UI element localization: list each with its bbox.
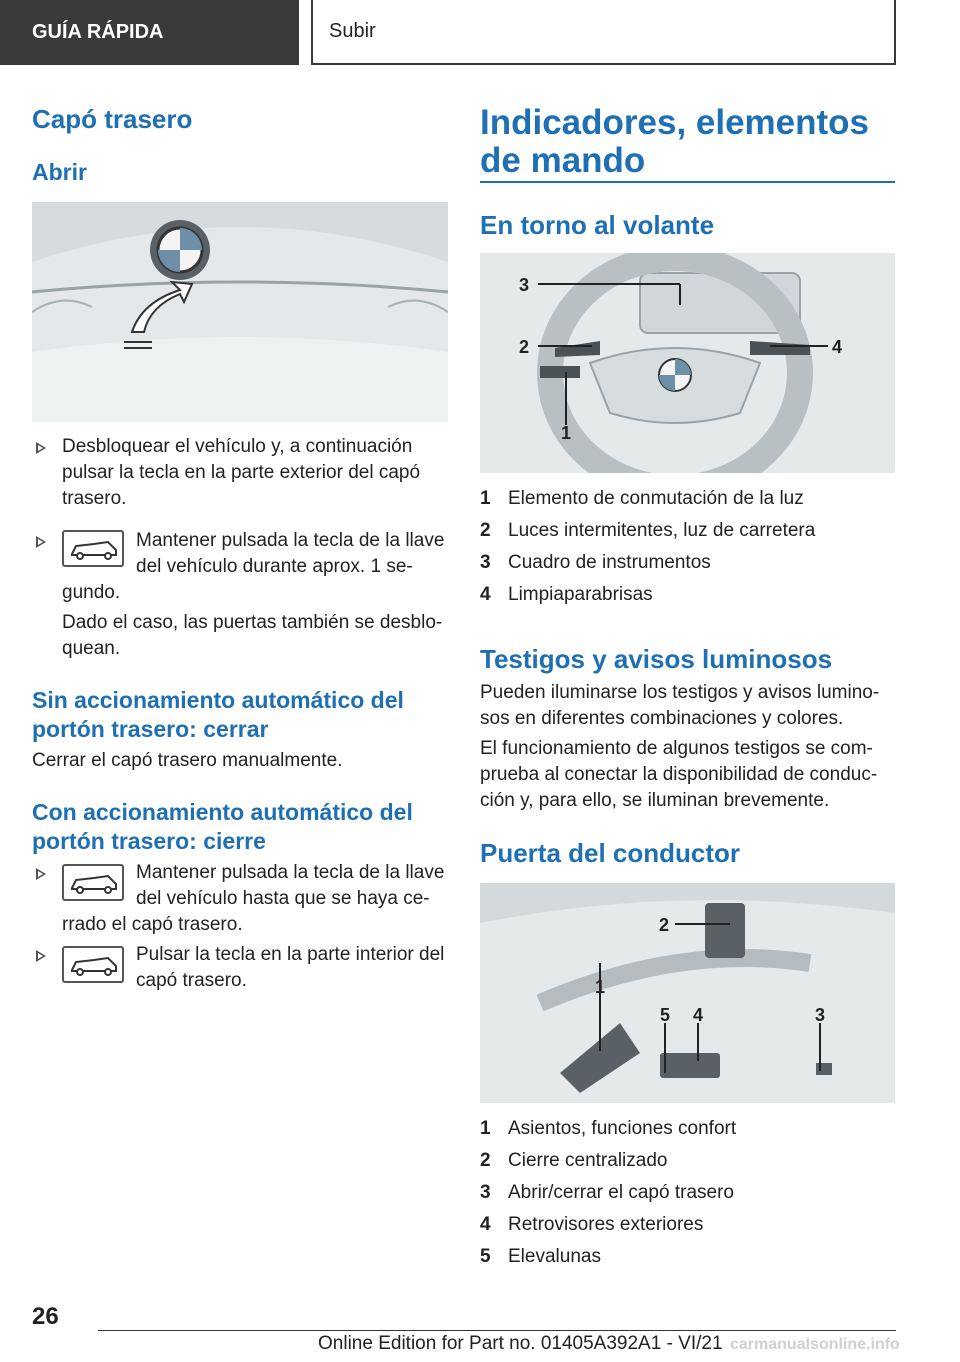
auto-step-2: Pulsar la tecla en la parte interior del capó trasero. <box>136 944 445 991</box>
car-key-trunk-icon <box>62 864 124 901</box>
car-trunk-icon <box>64 532 122 565</box>
breadcrumb[interactable] <box>311 0 896 65</box>
subsection-title-driver-door: Puerta del conductor <box>480 838 741 868</box>
legend-text: Elemento de conmutación de la luz <box>508 488 804 509</box>
subsection-title-wheel: En torno al volante <box>480 210 715 240</box>
auto-title: Con accionamiento automático del portón trasero: cierre <box>32 799 413 854</box>
section-title-controls: Indicadores, elementos de mando <box>480 103 870 180</box>
wheel-callout-2: 2 <box>518 337 530 357</box>
driver-door-drawing <box>480 883 895 1103</box>
legend-item <box>480 1244 601 1270</box>
wheel-callout-4: 4 <box>831 337 843 357</box>
open-step-1: Desbloquear el vehículo y, a continuación pulsar la tecla en la parte exterior del capó trasero. <box>62 436 421 509</box>
legend-text: Luces intermitentes, luz de carretera <box>508 520 816 541</box>
legend-item <box>480 1180 734 1206</box>
legend-item <box>480 582 653 608</box>
section-title-rear-hatch: Capó trasero <box>32 104 193 134</box>
legend-text: Limpiaparabrisas <box>508 584 653 605</box>
page-number: 26 <box>32 1303 59 1330</box>
no-auto-title: Sin accionamiento automático del portón trasero: cerrar <box>32 687 404 742</box>
car-trunk-button-icon <box>62 946 124 983</box>
section-label: GUÍA RÁPIDA <box>32 21 164 43</box>
legend-text: Cuadro de instrumentos <box>508 552 711 573</box>
door-callout-1: 1 <box>594 977 606 997</box>
bullet-triangle-icon <box>36 868 46 880</box>
legend-item <box>480 1148 667 1174</box>
legend-item <box>480 1116 736 1142</box>
car-key-trunk-icon <box>62 530 124 567</box>
car-trunk-icon <box>64 866 122 899</box>
auto-step-1a: Mantener pulsada la tecla de la llave del vehículo hasta que se haya ce- <box>136 862 445 909</box>
legend-text: Elevalunas <box>508 1246 601 1267</box>
legend-number: 1 <box>480 1118 491 1139</box>
watermark: carmanualsonline.info <box>730 1336 900 1353</box>
legend-text: Cierre centralizado <box>508 1150 668 1171</box>
wheel-callout-1: 1 <box>560 423 572 443</box>
legend-number: 2 <box>480 1150 491 1171</box>
title-rule <box>480 181 895 183</box>
subsection-title-warnings: Testigos y avisos luminosos <box>480 644 833 674</box>
steering-wheel-illustration <box>480 253 895 473</box>
legend-item <box>480 1212 703 1238</box>
trunk-drawing <box>32 202 448 422</box>
legend-number: 3 <box>480 552 491 573</box>
legend-number: 3 <box>480 1182 491 1203</box>
legend-number: 4 <box>480 584 491 605</box>
legend-item <box>480 518 815 544</box>
warnings-paragraph-1: Pueden iluminarse los testigos y avisos lumino-sos en diferentes combinaciones y colores. <box>480 682 880 729</box>
legend-number: 1 <box>480 488 491 509</box>
steering-wheel-drawing <box>480 253 895 473</box>
no-auto-text: Cerrar el capó trasero manualmente. <box>32 750 343 771</box>
bullet-triangle-icon <box>36 536 46 548</box>
section-tab <box>0 0 299 65</box>
trunk-illustration <box>32 202 448 422</box>
door-callout-4: 4 <box>692 1005 704 1025</box>
wheel-callout-3: 3 <box>518 275 530 295</box>
legend-text: Asientos, funciones confort <box>508 1118 737 1139</box>
bullet-triangle-icon <box>36 442 46 454</box>
legend-number: 2 <box>480 520 491 541</box>
breadcrumb-label: Subir <box>329 20 376 42</box>
bullet-triangle-icon <box>36 950 46 962</box>
legend-item <box>480 486 804 512</box>
legend-item <box>480 550 711 576</box>
open-step-2b: gundo. <box>62 582 121 603</box>
legend-number: 4 <box>480 1214 491 1235</box>
legend-text: Abrir/cerrar el capó trasero <box>508 1182 734 1203</box>
warnings-paragraph-2: El funcionamiento de algunos testigos se com-prueba al conectar la disponibilidad de conduc-ción y, para ello, se iluminan brevemente. <box>480 738 878 811</box>
open-step-note: Dado el caso, las puertas también se desblo-quean. <box>62 612 443 659</box>
car-trunk-icon <box>64 948 122 981</box>
door-callout-5: 5 <box>659 1005 671 1025</box>
door-callout-3: 3 <box>814 1005 826 1025</box>
footer-rule <box>98 1330 896 1331</box>
auto-step-1b: rrado el capó trasero. <box>62 914 243 935</box>
legend-text: Retrovisores exteriores <box>508 1214 704 1235</box>
subsection-title-open: Abrir <box>32 159 87 185</box>
open-step-2a: Mantener pulsada la tecla de la llave del vehículo durante aprox. 1 se- <box>136 530 445 577</box>
edition-info: Online Edition for Part no. 01405A392A1 - VI/21 <box>318 1333 723 1354</box>
driver-door-illustration <box>480 883 895 1103</box>
door-callout-2: 2 <box>658 915 670 935</box>
legend-number: 5 <box>480 1246 491 1267</box>
